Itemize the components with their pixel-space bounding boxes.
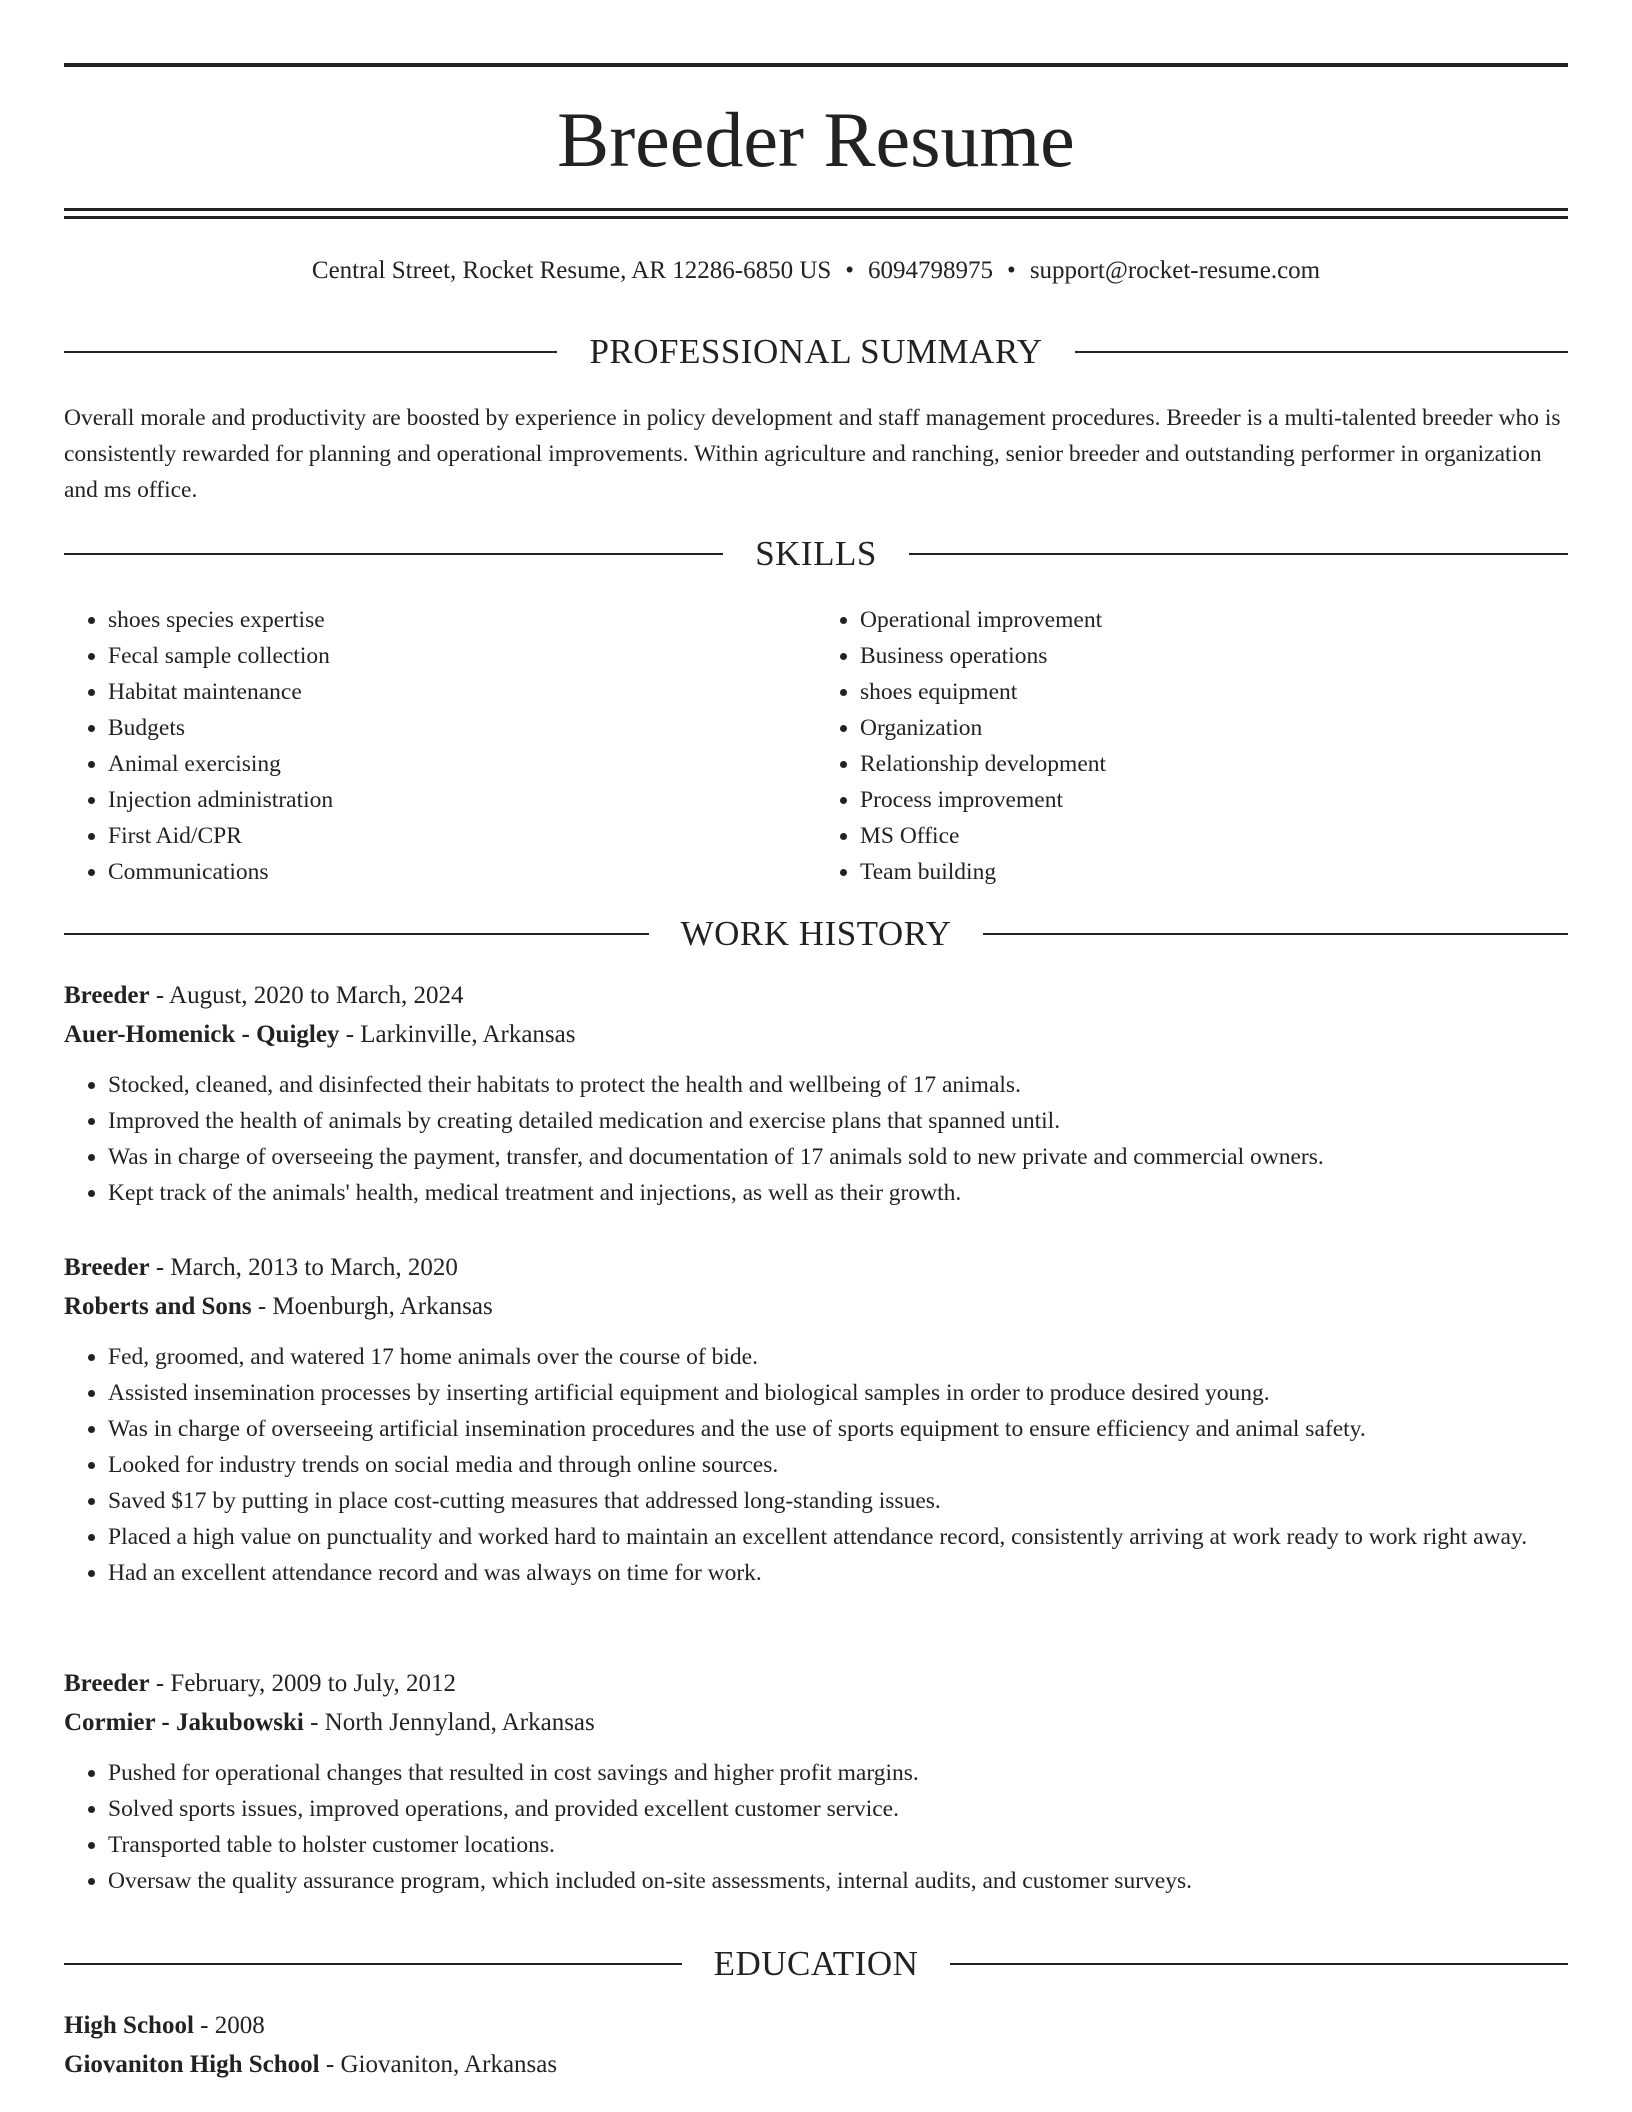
job-title: Breeder [64,982,150,1009]
section-title: PROFESSIONAL SUMMARY [589,332,1043,371]
section-title: WORK HISTORY [680,914,952,953]
skill-item: • Relationship development [860,746,1568,782]
education-school-line [64,2045,1568,2084]
job-bullet: • Pushed for operational changes that resulted in cost savings and higher profit margins. [108,1755,1568,1791]
skill-item: • Team building [860,854,1568,890]
job-title-line [64,1248,1568,1287]
section-heading-skills [64,532,1568,576]
job-bullet: • Assisted insemination processes by inserting artificial equipment and biological samples in order to produce desired young. [108,1375,1568,1411]
heading-rule-left [64,1963,682,1965]
contact-email: support@rocket-resume.com [1029,257,1321,284]
job-bullet: • Had an excellent attendance record and was always on time for work. [108,1555,1568,1591]
job-location: - Larkinville, Arkansas [339,1021,576,1048]
job-company-line [64,1287,1568,1326]
job-dates: - August, 2020 to March, 2024 [149,982,464,1009]
job-bullet: • Placed a high value on punctuality and worked hard to maintain an excellent attendance record, consistently arriving at work ready to work right away. [108,1519,1568,1555]
job-company: Roberts and Sons [64,1293,252,1320]
job-bullets [64,1755,1568,1899]
job-title: Breeder [64,1254,150,1281]
skill-item: • MS Office [860,818,1568,854]
education-entry [64,2006,1568,2084]
skills-column-left [64,602,816,890]
section-heading-summary [64,330,1568,374]
skill-item: • Animal exercising [108,746,816,782]
heading-rule-right [950,1963,1568,1965]
job-dates: - February, 2009 to July, 2012 [149,1670,457,1697]
skill-item: • shoes equipment [860,674,1568,710]
section-title: EDUCATION [713,1944,919,1983]
top-rule [64,63,1568,67]
job-entry [64,976,1568,1211]
contact-info [64,254,1568,288]
education-degree: High School [64,2012,194,2039]
skill-item: • Budgets [108,710,816,746]
skill-item: • First Aid/CPR [108,818,816,854]
job-company-line [64,1703,1568,1742]
heading-rule-left [64,351,557,353]
title-double-rule [64,208,1568,219]
heading-rule-right [983,933,1568,935]
job-bullet: • Fed, groomed, and watered 17 home animals over the course of bide. [108,1339,1568,1375]
skill-item: • Operational improvement [860,602,1568,638]
job-dates: - March, 2013 to March, 2020 [149,1254,458,1281]
skill-item: • Process improvement [860,782,1568,818]
section-title: SKILLS [755,534,877,573]
job-company: Auer-Homenick - Quigley [64,1021,340,1048]
education-degree-line [64,2006,1568,2045]
job-company: Cormier - Jakubowski [64,1709,304,1736]
page-title: Breeder Resume [557,96,1075,183]
summary-text: Overall morale and productivity are boosted by experience in policy development and staff management procedures. Breeder is a multi-talented breeder who is consistently rewarded for planning and operational improvements. Within agriculture and ranching, senior breeder and outstanding performer in organization and ms office. [64,405,1561,503]
job-bullet: • Was in charge of overseeing the payment, transfer, and documentation of 17 animals sold to new private and commercial owners. [108,1139,1568,1175]
job-bullets [64,1339,1568,1591]
education-school: Giovaniton High School [64,2051,320,2078]
job-bullet: • Improved the health of animals by creating detailed medication and exercise plans that spanned until. [108,1103,1568,1139]
heading-rule-right [909,553,1568,555]
skills-list [64,602,1568,890]
job-bullet: • Solved sports issues, improved operations, and provided excellent customer service. [108,1791,1568,1827]
job-title-line [64,976,1568,1015]
education-year: - 2008 [193,2012,265,2039]
job-bullets [64,1067,1568,1211]
job-bullet: • Looked for industry trends on social media and through online sources. [108,1447,1568,1483]
skill-item: • Communications [108,854,816,890]
job-company-line [64,1015,1568,1054]
section-heading-work-history [64,912,1568,956]
education-location: - Giovaniton, Arkansas [319,2051,558,2078]
contact-address: Central Street, Rocket Resume, AR 12286-6850 US [311,257,832,284]
job-bullet: • Stocked, cleaned, and disinfected their habitats to protect the health and wellbeing of 17 animals. [108,1067,1568,1103]
skills-column-right [816,602,1568,890]
job-bullet: • Was in charge of overseeing artificial insemination procedures and the use of sports equipment to ensure efficiency and animal safety. [108,1411,1568,1447]
heading-rule-left [64,933,649,935]
job-bullet: • Transported table to holster customer locations. [108,1827,1568,1863]
heading-rule-left [64,553,723,555]
job-entry [64,1664,1568,1899]
contact-separator: • [1007,257,1016,284]
job-entry [64,1248,1568,1591]
skill-item: • Habitat maintenance [108,674,816,710]
job-title-line [64,1664,1568,1703]
job-title: Breeder [64,1670,150,1697]
heading-rule-right [1075,351,1568,353]
skill-item: • Fecal sample collection [108,638,816,674]
job-location: - Moenburgh, Arkansas [251,1293,493,1320]
skill-item: • shoes species expertise [108,602,816,638]
skill-item: • Injection administration [108,782,816,818]
skill-item: • Organization [860,710,1568,746]
section-heading-education [64,1942,1568,1986]
job-bullet: • Saved $17 by putting in place cost-cutting measures that addressed long-standing issues. [108,1483,1568,1519]
job-location: - North Jennyland, Arkansas [303,1709,595,1736]
contact-separator: • [845,257,855,284]
skill-item: • Business operations [860,638,1568,674]
job-bullet: • Kept track of the animals' health, medical treatment and injections, as well as their growth. [108,1175,1568,1211]
contact-phone: 6094798975 [868,257,994,284]
job-bullet: • Oversaw the quality assurance program, which included on-site assessments, internal audits, and customer surveys. [108,1863,1568,1899]
